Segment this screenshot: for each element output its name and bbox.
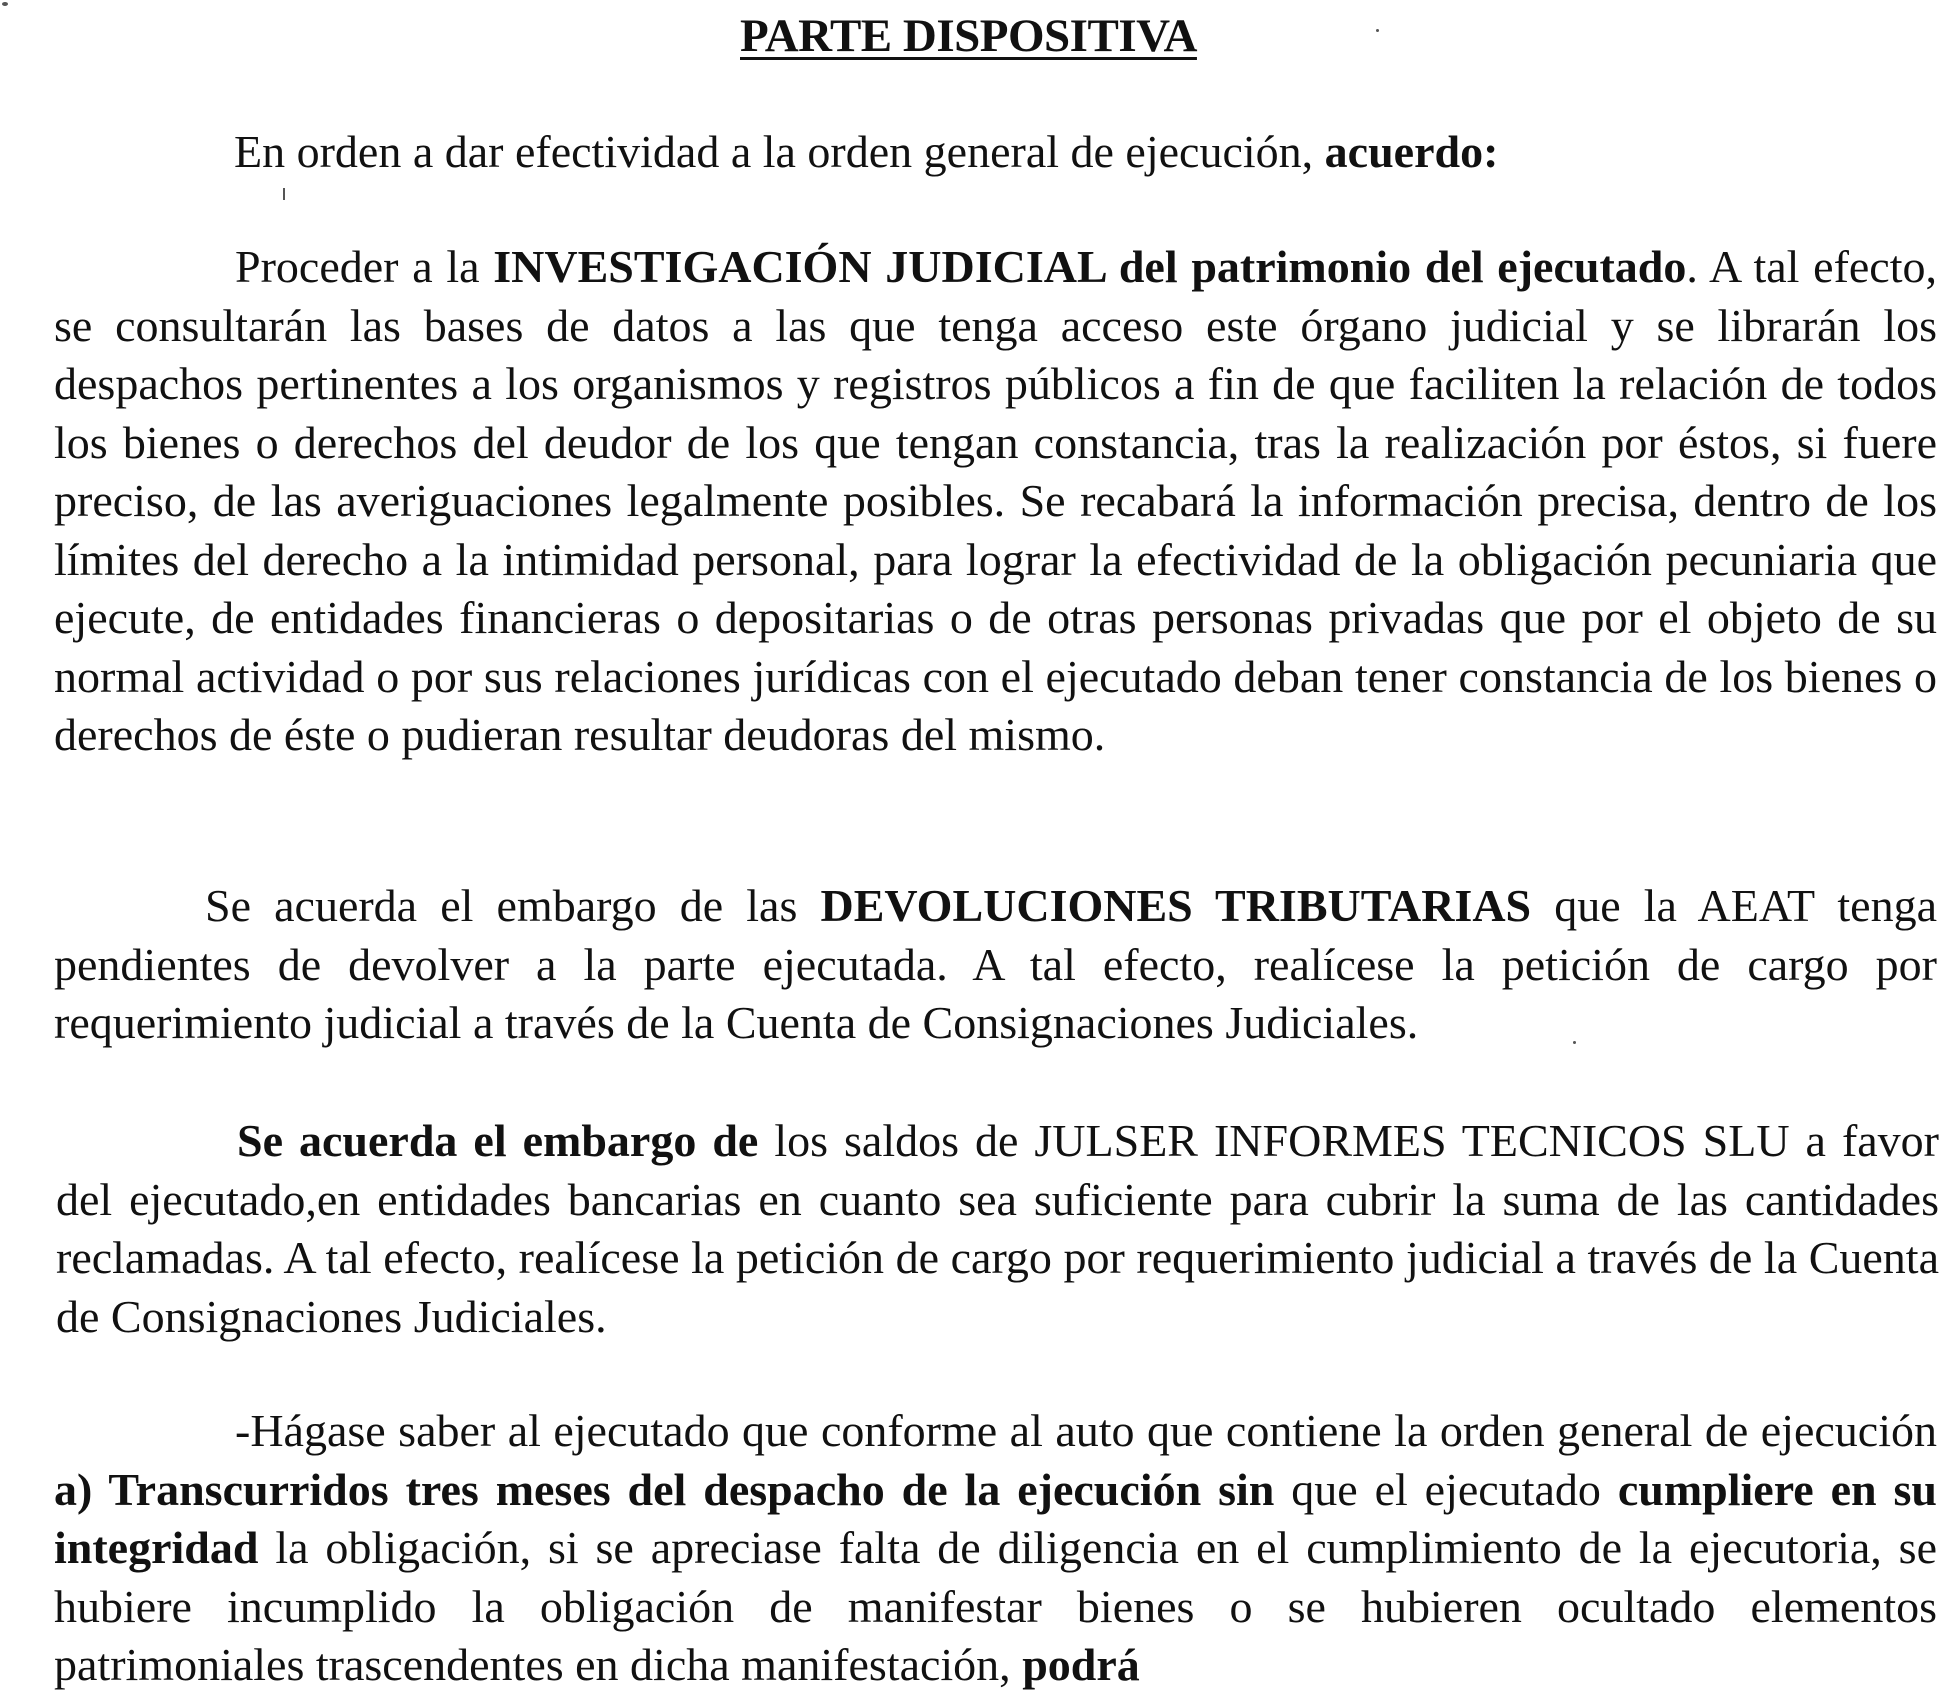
bold-text-segment: podrá bbox=[1022, 1639, 1140, 1690]
paragraph-hagase-saber bbox=[54, 1402, 1937, 1695]
text-segment: En orden a dar efectividad a la orden general de ejecución, bbox=[234, 126, 1325, 177]
text-segment: -Hágase saber al ejecutado que conforme al auto que contiene la orden general de ejecución bbox=[235, 1405, 1937, 1456]
scan-speck bbox=[2, 2, 8, 6]
paragraph-acuerdo bbox=[234, 123, 1498, 182]
text-segment: . A tal efecto, se consultarán las bases de datos a las que tenga acceso este órgano judicial y se librarán los despachos pertinentes a los organismos y registros públicos a fin de que faciliten la relación de todos los bienes o derechos del deudor de los que tengan constancia, tras la realización por éstos, si fuere preciso, de las averiguaciones legalmente posibles. Se recabará la información precisa, dentro de los límites del derecho a la intimidad personal, para lograr la efectividad de la obligación pecuniaria que ejecute, de entidades financieras o depositarias o de otras personas privadas que por el objeto de su normal actividad o por sus relaciones jurídicas con el ejecutado deban tener constancia de los bienes o derechos de éste o pudieran resultar deudoras del mismo. bbox=[54, 241, 1937, 760]
text-segment: Proceder a la bbox=[235, 241, 494, 292]
bold-text-segment: a) Transcurridos tres meses del despacho de la ejecución sin bbox=[54, 1463, 1275, 1515]
document-title: PARTE DISPOSITIVA bbox=[740, 10, 1197, 62]
text-segment: Se acuerda el embargo de las bbox=[205, 880, 821, 931]
paragraph-investigacion bbox=[54, 238, 1937, 765]
bold-text-segment: acuerdo: bbox=[1324, 126, 1499, 177]
bold-text-segment: cumpliere en su integridad bbox=[54, 1463, 1937, 1573]
text-segment: que el ejecutado bbox=[1274, 1463, 1618, 1515]
bold-text-segment: DEVOLUCIONES TRIBUTARIAS bbox=[820, 880, 1532, 931]
scan-speck bbox=[283, 188, 285, 200]
text-segment: los saldos de JULSER INFORMES TECNICOS SLU a favor del ejecutado,en entidades bancarias en cuanto sea suficiente para cubrir la suma de las cantidades reclamadas. A tal efecto, realícese la petición de cargo por requerimiento judicial a través de la Cuenta de Consignaciones Judiciales. bbox=[56, 1115, 1939, 1342]
scan-speck bbox=[1376, 29, 1379, 32]
bold-text-segment: Se acuerda el embargo de bbox=[237, 1115, 759, 1166]
bold-text-segment: INVESTIGACIÓN JUDICIAL del patrimonio del ejecutado bbox=[493, 241, 1687, 292]
text-segment: la obligación, si se apreciase falta de diligencia en el cumplimiento de la ejecutoria, se hubiere incumplido la obligación de manifestar bienes o se hubieren ocultado elementos patrimoniales trascendentes en dicha manifestación, bbox=[54, 1522, 1937, 1690]
paragraph-devoluciones bbox=[54, 877, 1937, 1053]
text-segment: que la AEAT tenga pendientes de devolver a la parte ejecutada. A tal efecto, realícese la petición de cargo por requerimiento judicial a través de la Cuenta de Consignaciones Judiciales. bbox=[54, 880, 1937, 1048]
paragraph-embargo-saldos bbox=[56, 1112, 1939, 1346]
